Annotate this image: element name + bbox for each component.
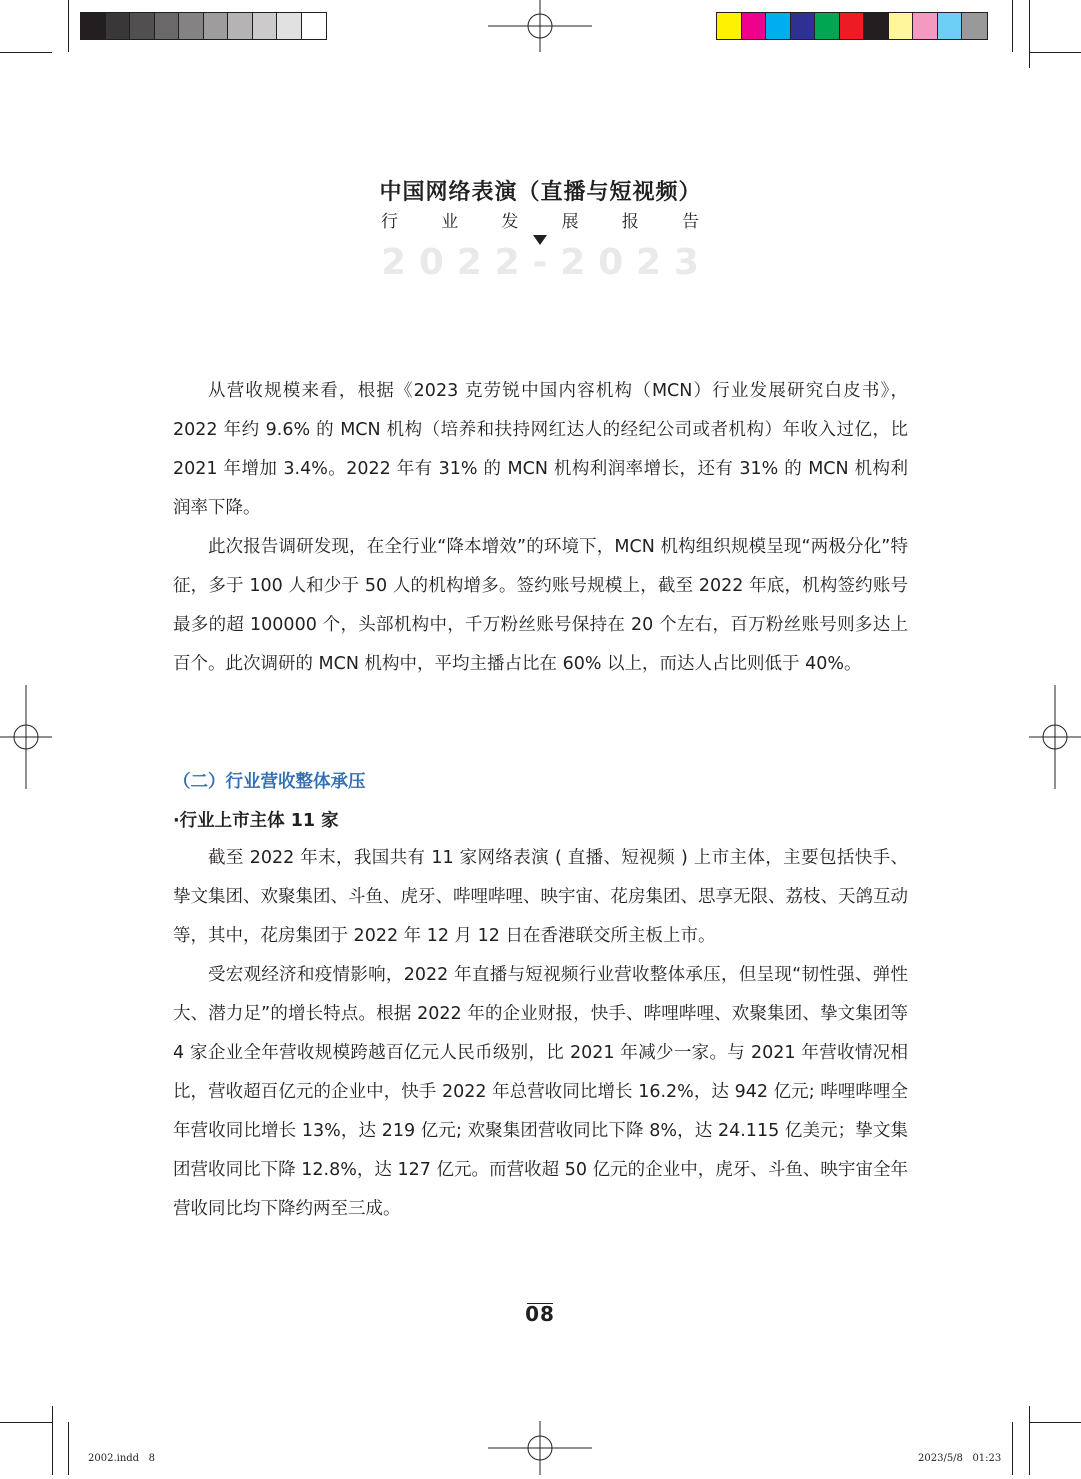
year-char: - [532, 242, 548, 283]
year-char: 2 [560, 242, 586, 283]
color-calibration-bar [716, 12, 988, 40]
subtitle-char: 业 [441, 212, 459, 232]
color-swatch [130, 13, 155, 39]
crop-mark [1029, 0, 1030, 68]
subtitle-char: 告 [681, 212, 699, 232]
crop-mark [68, 1422, 69, 1475]
paragraph-revenue-pressure: 受宏观经济和疫情影响，2022 年直播与短视频行业营收整体承压，但呈现“韧性强、弹性大、潜力足”的增长特点。根据 2022 年的企业财报，快手、哔哩哔哩、欢聚集团、挚文集团等 4 家企业全年营收规模跨越百亿元人民币级别，比 2021 年减少一家。与 2021 年营收情况相比，营收超百亿元的企业中，快手 2022 年总营收同比增长 16.2%，达 942 亿元; 哔哩哔哩全年营收同比增长 13%，达 219 亿元; 欢聚集团营收同比下降 8%，达 24.115 亿美元；挚文集团营收同比下降 12.8%，达 127 亿元。而营收超 50 亿元的企业中，虎牙、斗鱼、映宇宙全年营收同比均下降约两至三成。 [173, 965, 908, 1219]
color-swatch [155, 13, 180, 39]
color-swatch [204, 13, 229, 39]
crop-mark [1012, 1422, 1013, 1475]
registration-mark-top [488, 0, 592, 52]
color-swatch [253, 13, 278, 39]
crop-mark [68, 0, 69, 52]
color-swatch [864, 13, 889, 39]
page-number: 08 [525, 1302, 555, 1326]
crop-mark [0, 52, 52, 53]
color-swatch [81, 13, 106, 39]
subsection-heading: ·行业上市主体 11 家 [173, 811, 339, 831]
color-swatch [742, 13, 767, 39]
report-year-range [381, 242, 699, 283]
color-swatch [962, 13, 987, 39]
crop-mark [1029, 52, 1081, 53]
color-swatch [938, 13, 963, 39]
color-swatch [302, 13, 327, 39]
year-char: 0 [598, 242, 624, 283]
color-swatch [179, 13, 204, 39]
subtitle-char: 行 [381, 212, 398, 232]
year-char: 0 [418, 242, 444, 283]
paragraph-mcn-structure: 此次报告调研发现，在全行业“降本增效”的环境下，MCN 机构组织规模呈现“两极分化”特征，多于 100 人和少于 50 人的机构增多。签约账号规模上，截至 2022 年底，机构签约账号最多的超 100000 个，头部机构中，千万粉丝账号保持在 20 个左右，百万粉丝账号则多达上百个。此次调研的 MCN 机构中，平均主播占比在 60% 以上，而达人占比则低于 40%。 [173, 537, 908, 674]
color-swatch [717, 13, 742, 39]
color-swatch [840, 13, 865, 39]
color-swatch [889, 13, 914, 39]
registration-mark-right [1029, 685, 1081, 789]
subtitle-char: 发 [501, 212, 519, 232]
grayscale-bar [80, 12, 327, 40]
year-char: 2 [456, 242, 482, 283]
crop-mark [0, 1422, 52, 1423]
year-char: 3 [673, 242, 699, 283]
color-swatch [277, 13, 302, 39]
year-char: 2 [381, 242, 407, 283]
crop-mark [1029, 1422, 1081, 1423]
subtitle-char: 展 [561, 212, 579, 232]
crop-mark [1012, 0, 1013, 52]
report-subtitle [381, 207, 699, 232]
report-title: 中国网络表演（直播与短视频） [379, 180, 702, 205]
color-swatch [766, 13, 791, 39]
color-swatch [913, 13, 938, 39]
paragraph-listed-companies: 截至 2022 年末，我国共有 11 家网络表演 ( 直播、短视频 ) 上市主体，主要包括快手、挚文集团、欢聚集团、斗鱼、虎牙、哔哩哔哩、映宇宙、花房集团、思享无限、荔枝、天鸽互动等，其中，花房集团于 2022 年 12 月 12 日在香港联交所主板上市。 [173, 848, 908, 946]
paragraph-mcn-revenue: 从营收规模来看，根据《2023 克劳锐中国内容机构（MCN）行业发展研究白皮书》，2022 年约 9.6% 的 MCN 机构（培养和扶持网红达人的经纪公司或者机构）年收入过亿，比 2021 年增加 3.4%。2022 年有 31% 的 MCN 机构利润率增长，还有 31% 的 MCN 机构利润率下降。 [173, 381, 908, 518]
color-swatch [791, 13, 816, 39]
registration-mark-bottom [488, 1421, 592, 1475]
date-slug: 2023/5/8 01:23 [918, 1453, 1002, 1464]
subtitle-char: 报 [621, 212, 639, 232]
file-slug: 2002.indd 8 [88, 1453, 155, 1464]
registration-mark-left [0, 685, 52, 789]
section-heading: （二）行业营收整体承压 [173, 772, 366, 792]
crop-mark [1029, 1406, 1030, 1475]
color-swatch [228, 13, 253, 39]
color-swatch [815, 13, 840, 39]
year-char: 2 [636, 242, 662, 283]
color-swatch [106, 13, 131, 39]
crop-mark [52, 1406, 53, 1475]
year-char: 2 [494, 242, 520, 283]
